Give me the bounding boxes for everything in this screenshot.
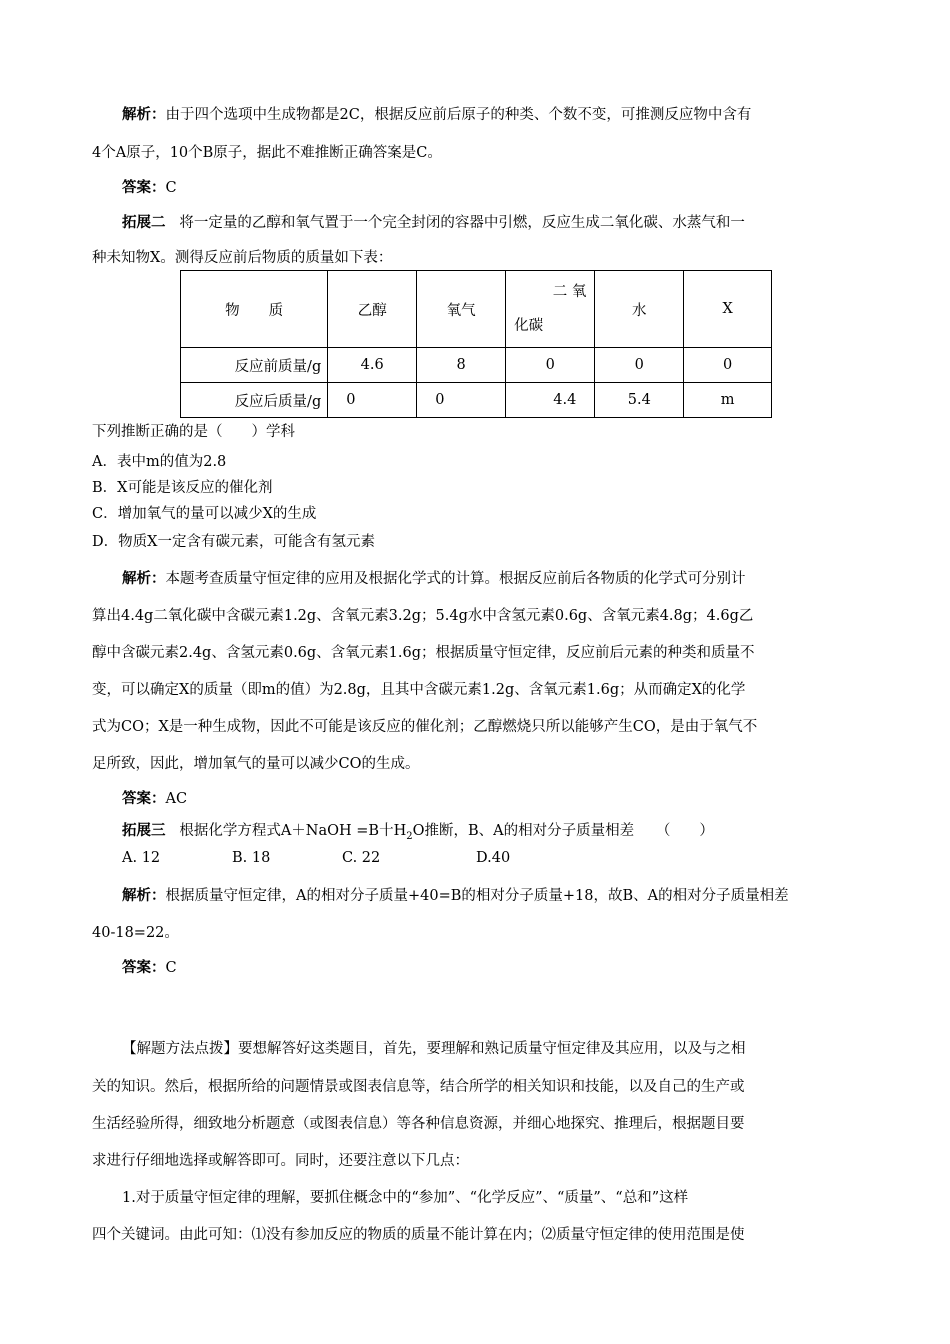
- table-cell: 0: [506, 348, 595, 383]
- table-row-label: 反应后质量/g: [181, 383, 328, 418]
- analysis-label: 解析：: [122, 107, 166, 123]
- table-header-substance: 物 质: [181, 271, 328, 348]
- analysis-label: 解析：: [122, 888, 166, 904]
- table-cell: 4.4: [506, 383, 595, 418]
- answer-2: [122, 787, 187, 808]
- option-b: B．X可能是该反应的催化剂: [92, 480, 273, 496]
- extension-text: 根据化学方程式A＋NaOH =B十H: [179, 823, 407, 839]
- extension-label: 拓展二: [122, 215, 166, 231]
- answer-label: 答案：: [122, 791, 166, 807]
- analysis-2-line-6: 足所致，因此，增加氧气的量可以减少CO的生成。: [92, 756, 420, 772]
- method-line-2: 关的知识。然后，根据所给的问题情景或图表信息等，结合所学的相关知识和技能，以及自己的生产或: [92, 1079, 745, 1095]
- method-line-5: 1.对于质量守恒定律的理解，要抓住概念中的“参加”、“化学反应”、“质量”、“总和”这样: [122, 1190, 689, 1206]
- mass-table: [180, 270, 772, 418]
- table-cell: 4.6: [328, 348, 417, 383]
- analysis-1-line-2: 4个A原子，10个B原子，据此不难推断正确答案是C。: [92, 145, 442, 161]
- table-header-oxygen: 氧气: [417, 271, 506, 348]
- option-a: A．表中m的值为2.8: [92, 454, 227, 470]
- option-d: D．物质X一定含有碳元素，可能含有氢元素: [92, 534, 375, 550]
- answer-label: 答案：: [122, 180, 166, 196]
- table-header-x: X: [684, 271, 772, 348]
- table-cell: 0: [417, 383, 506, 418]
- table-cell: 0: [328, 383, 417, 418]
- analysis-2-line-4: 变，可以确定X的质量（即m的值）为2.8g，且其中含碳元素1.2g、含氧元素1.6g；从而确定X的化学: [92, 682, 746, 698]
- method-line-4: 求进行仔细地选择或解答即可。同时，还要注意以下几点：: [92, 1153, 469, 1169]
- table-header-water: 水: [595, 271, 684, 348]
- extension-2-line-2: 种未知物X。测得反应前后物质的质量如下表：: [92, 250, 393, 266]
- option-c: C．增加氧气的量可以减少X的生成: [92, 506, 317, 522]
- analysis-3-line-2: 40-18=22。: [92, 925, 179, 941]
- table-cell: 0: [684, 348, 772, 383]
- extension-2-line-1: [122, 211, 745, 232]
- method-line-3: 生活经验所得，细致地分析题意（或图表信息）等各种信息资源，并细心地探究、推理后，根据题目要: [92, 1116, 745, 1132]
- table-header-ethanol: 乙醇: [328, 271, 417, 348]
- table-header-co2-line2: 化碳: [514, 318, 544, 334]
- table-cell: 5.4: [595, 383, 684, 418]
- analysis-2-line-3: 醇中含碳元素2.4g、含氢元素0.6g、含氧元素1.6g；根据质量守恒定律，反应前后元素的种类和质量不: [92, 645, 755, 661]
- extension-text-2: O推断，B、A的相对分子质量相差 （ ）: [412, 823, 714, 839]
- analysis-2-line-1: [122, 567, 746, 588]
- analysis-label: 解析：: [122, 571, 166, 587]
- table-cell: m: [684, 383, 772, 418]
- ext3-option-d: D.40: [476, 850, 511, 866]
- analysis-1-line-1: [122, 103, 751, 124]
- extension-label: 拓展三: [122, 823, 166, 839]
- analysis-2-line-2: 算出4.4g二氧化碳中含碳元素1.2g、含氧元素3.2g；5.4g水中含氢元素0.6g、含氧元素4.8g；4.6g乙: [92, 608, 754, 624]
- extension-text: 将一定量的乙醇和氧气置于一个完全封闭的容器中引燃，反应生成二氧化碳、水蒸气和一: [179, 215, 745, 231]
- analysis-2-line-5: 式为CO；X是一种生成物，因此不可能是该反应的催化剂；乙醇燃烧只所以能够产生CO，是由于氧气不: [92, 719, 758, 735]
- table-row-label: 反应前质量/g: [181, 348, 328, 383]
- table-row: [181, 348, 772, 383]
- method-line-6: 四个关键词。由此可知：⑴没有参加反应的物质的质量不能计算在内；⑵质量守恒定律的使用范围是使: [92, 1227, 745, 1243]
- table-row: [181, 383, 772, 418]
- table-cell: 0: [595, 348, 684, 383]
- answer-value: C: [165, 180, 177, 196]
- answer-value: AC: [165, 791, 188, 807]
- analysis-3-line-1: [122, 884, 789, 905]
- answer-label: 答案：: [122, 960, 166, 976]
- analysis-text: 根据质量守恒定律，A的相对分子质量+40=B的相对分子质量+18，故B、A的相对分子质量相差: [165, 888, 789, 904]
- ext3-option-c: C. 22: [342, 850, 381, 866]
- method-line-1: 【解题方法点拨】要想解答好这类题目，首先，要理解和熟记质量守恒定律及其应用，以及与之相: [122, 1041, 746, 1057]
- answer-3: [122, 956, 177, 977]
- ext3-option-b: B. 18: [232, 850, 271, 866]
- table-header-co2: [506, 271, 595, 348]
- answer-1: [122, 176, 177, 197]
- analysis-text: 本题考查质量守恒定律的应用及根据化学式的计算。根据反应前后各物质的化学式可分别计: [165, 571, 746, 587]
- ext3-option-a: A. 12: [122, 850, 161, 866]
- extension-3: [122, 819, 714, 842]
- table-header-co2-line1: 二 氧: [552, 284, 587, 300]
- question-stem: 下列推断正确的是（ ）学科: [92, 424, 295, 440]
- subscript: 2: [406, 830, 413, 842]
- answer-value: C: [165, 960, 177, 976]
- table-header-row: [181, 271, 772, 348]
- analysis-text: 由于四个选项中生成物都是2C，根据反应前后原子的种类、个数不变，可推测反应物中含有: [165, 107, 752, 123]
- table-cell: 8: [417, 348, 506, 383]
